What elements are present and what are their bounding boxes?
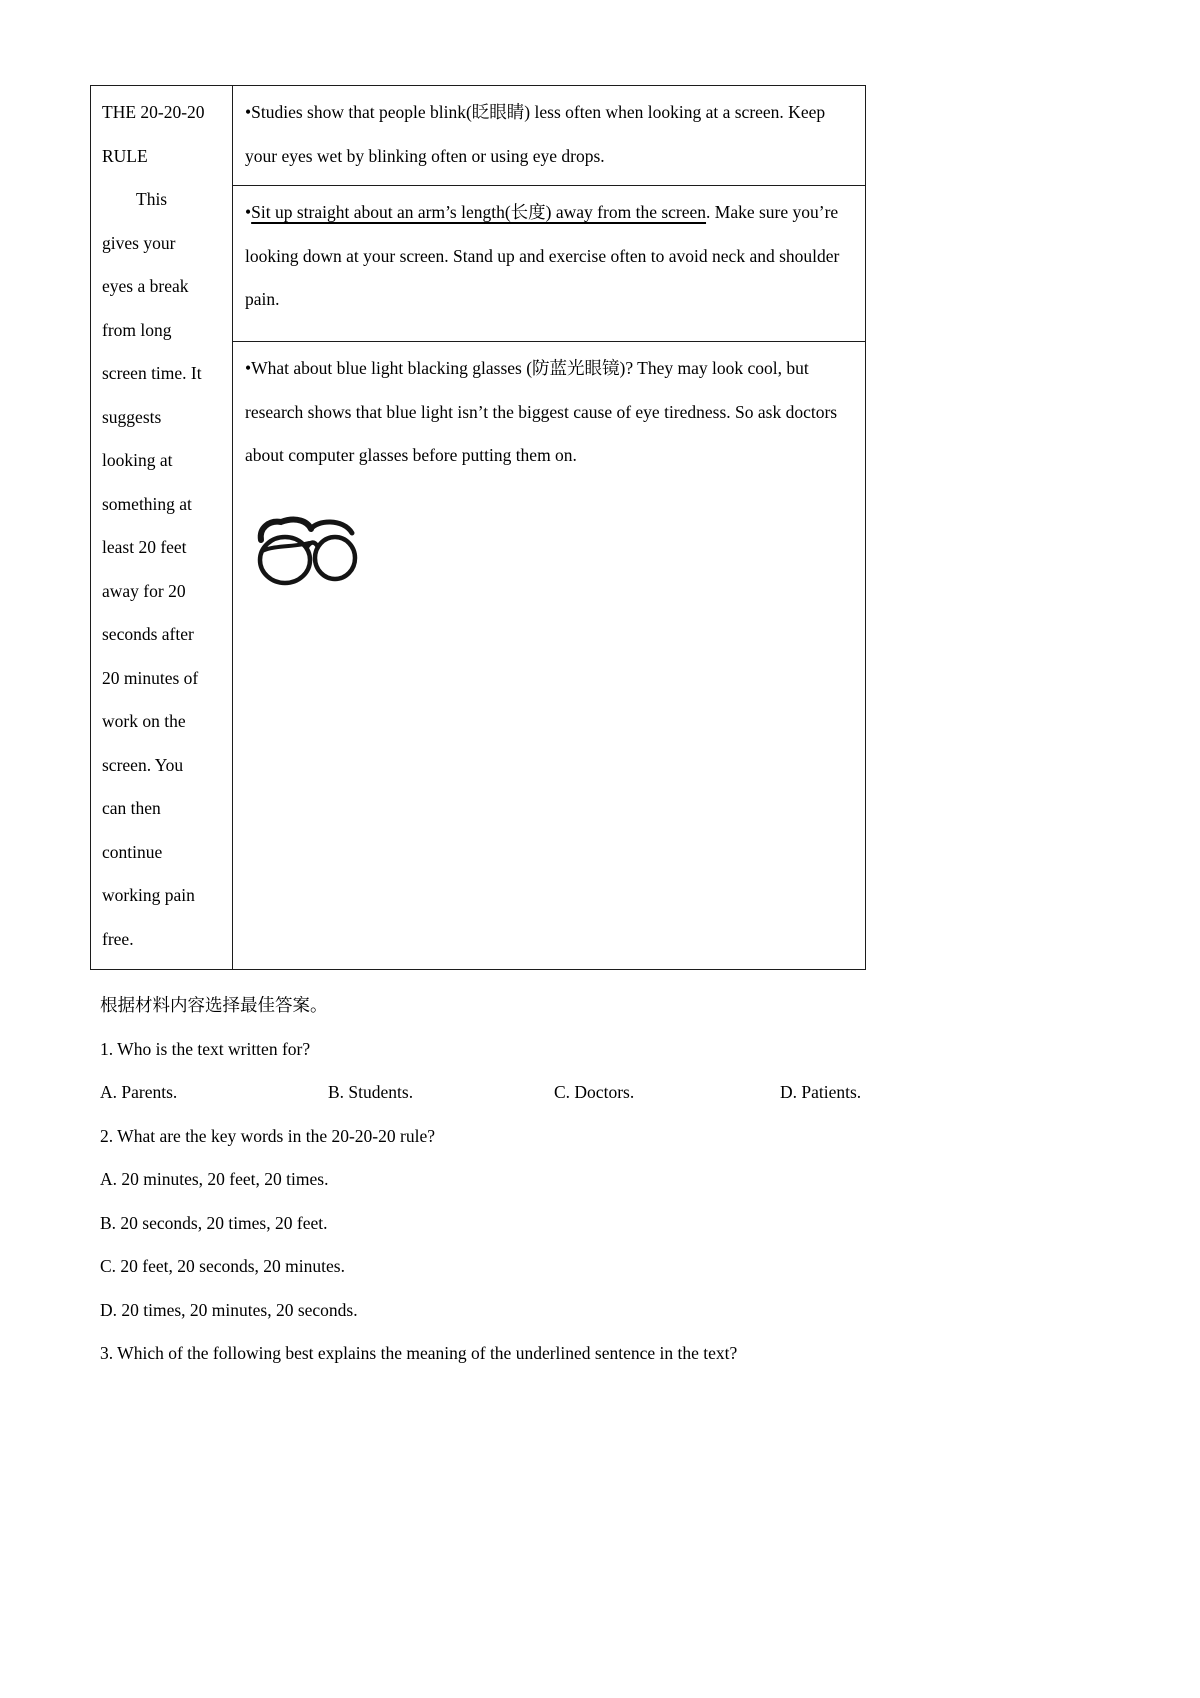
rule-body-line: screen time. It xyxy=(102,363,202,383)
rule-column-cell xyxy=(91,86,233,970)
rule-title-line: RULE xyxy=(102,145,148,166)
glasses-image xyxy=(255,502,851,611)
tip-posture-rest-text: . Make sure you’re looking down at your screen. Stand up and exercise often to avoid neck and shoulder pain. xyxy=(245,202,840,309)
rule-body-line: screen. You xyxy=(102,754,184,775)
option-c: C. 20 feet, 20 seconds, 20 minutes. xyxy=(100,1256,345,1276)
questions-section xyxy=(90,970,1140,1376)
option-a: A. 20 minutes, 20 feet, 20 times. xyxy=(100,1169,329,1189)
rule-body-line: something at xyxy=(102,493,192,514)
rule-body-line: This xyxy=(136,189,168,209)
option-c: C. Doctors. xyxy=(554,1082,635,1102)
question-1: 1. Who is the text written for? xyxy=(100,1038,311,1059)
rule-body-line: working pain xyxy=(102,885,195,905)
option-b: B. 20 seconds, 20 times, 20 feet. xyxy=(100,1212,328,1233)
bullet: • xyxy=(245,202,252,222)
rule-body-line: away for 20 xyxy=(102,580,186,601)
tip-posture-underlined-text: Sit up straight about an arm’s length(长度) away from the screen xyxy=(251,202,707,222)
question-3: 3. Which of the following best explains the meaning of the underlined sentence in the text? xyxy=(100,1343,738,1363)
rule-body-line: 20 minutes of xyxy=(102,667,199,688)
rule-body-line: from long xyxy=(102,319,172,340)
reading-passage-table xyxy=(90,85,866,970)
tip-blink-text: •Studies show that people blink(眨眼睛) less often when looking at a screen. Keep your eyes wet by blinking often or using eye drops. xyxy=(245,102,826,166)
option-d: D. 20 times, 20 minutes, 20 seconds. xyxy=(100,1299,358,1320)
rule-body-line: looking at xyxy=(102,450,173,470)
option-d: D. Patients. xyxy=(780,1082,862,1102)
rule-body-line: free. xyxy=(102,928,134,949)
instruction-text: 根据材料内容选择最佳答案。 xyxy=(100,995,328,1015)
rule-body-line: can then xyxy=(102,798,161,818)
rule-body-line: suggests xyxy=(102,406,162,427)
option-a: A. Parents. xyxy=(100,1082,178,1102)
rule-body-line: seconds after xyxy=(102,624,194,644)
rule-body-line: gives your xyxy=(102,232,176,253)
rule-body-line: continue xyxy=(102,841,163,862)
tip-glasses-text: •What about blue light blacking glasses (防蓝光眼镜)? They may look cool, but research shows that blue light isn’t the biggest cause of eye tiredness. So ask doctors about computer glasses before putting them on. xyxy=(245,358,838,465)
rule-title-line: THE 20-20-20 xyxy=(102,102,205,122)
tip-posture-cell xyxy=(233,186,866,342)
rule-body-line: eyes a break xyxy=(102,276,189,296)
tip-blink-cell xyxy=(233,86,866,186)
option-b: B. Students. xyxy=(328,1082,414,1102)
rule-body-line: work on the xyxy=(102,711,186,731)
tip-glasses-cell xyxy=(233,342,866,970)
question-2: 2. What are the key words in the 20-20-20 rule? xyxy=(100,1125,435,1146)
glasses-sketch-icon xyxy=(255,502,359,594)
rule-body-line: least 20 feet xyxy=(102,537,187,557)
question-1-options xyxy=(100,1071,1140,1115)
